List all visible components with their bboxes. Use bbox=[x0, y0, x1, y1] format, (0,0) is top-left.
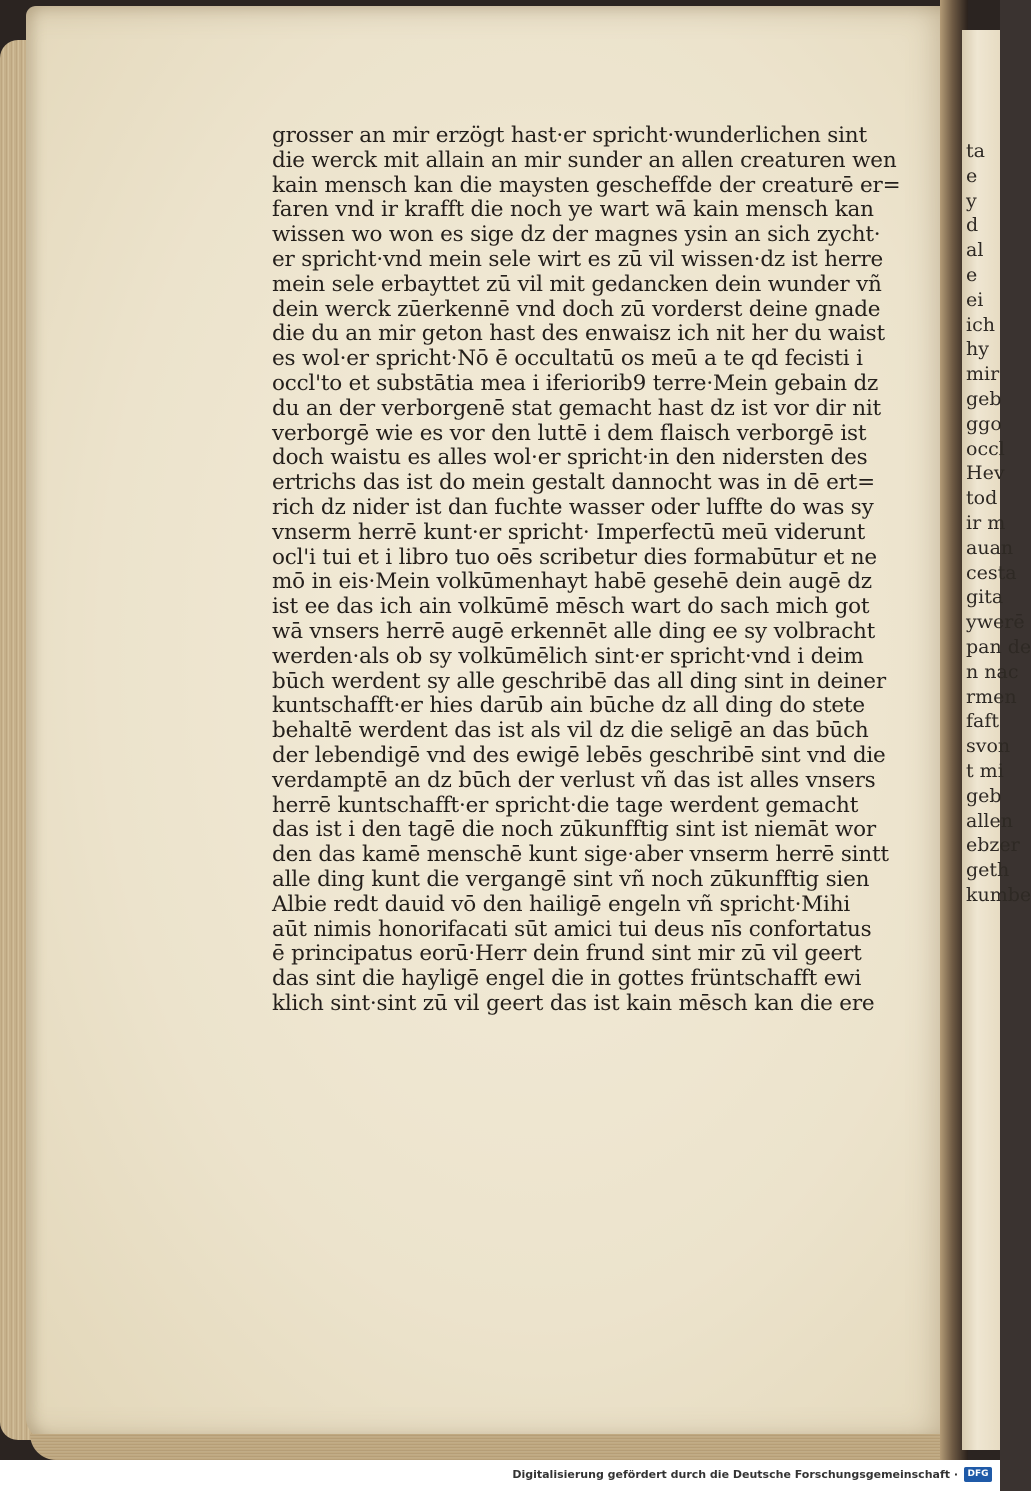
facing-page-fragment: Hev bbox=[966, 462, 1005, 485]
text-line: ist ee das ich ain volkūmē mēsch wart do sach mich got bbox=[272, 594, 870, 620]
facing-page-fragment: geb bbox=[966, 784, 1002, 807]
page-text-block bbox=[272, 123, 901, 1017]
facing-page-fragment: ggo bbox=[966, 412, 1002, 435]
facing-page-fragment: al bbox=[966, 239, 984, 262]
facing-page-fragment: cesta bbox=[966, 561, 1017, 584]
text-line: alle ding kunt die vergangē sint vñ noch zūkunfftig sien bbox=[272, 866, 870, 892]
text-line: kuntschafft·er hies darūb ain būche dz all ding do stete bbox=[272, 693, 865, 719]
text-line: ertrichs das ist do mein gestalt dannocht was in dē ert= bbox=[272, 470, 875, 496]
text-line: behaltē werdent das ist als vil dz die seligē an das būch bbox=[272, 718, 869, 744]
text-line: die werck mit allain an mir sunder an allen creaturen wen bbox=[272, 147, 897, 173]
facing-page-fragment: rmen bbox=[966, 685, 1017, 708]
footer-bar bbox=[0, 1460, 1000, 1491]
facing-page-fragment: tod bbox=[966, 487, 998, 510]
facing-page-fragment: ta bbox=[966, 140, 985, 162]
facing-page-fragment: auan bbox=[966, 536, 1014, 559]
text-line: herrē kuntschafft·er spricht·die tage werdent gemacht bbox=[272, 792, 859, 818]
facing-page-fragment: ir m bbox=[966, 512, 1006, 534]
text-line: wā vnsers herrē augē erkennēt alle ding ee sy volbracht bbox=[272, 618, 876, 644]
facing-page-fragment: e bbox=[966, 164, 978, 187]
text-line: ē principatus eorū·Herr dein frund sint mir zū vil geert bbox=[272, 941, 862, 967]
text-line: verborgē wie es vor den luttē i dem flaisch verborgē ist bbox=[272, 420, 867, 446]
facing-page-fragment: ei bbox=[966, 288, 984, 311]
text-line: mein sele erbayttet zū vil mit gedancken dein wunder vñ bbox=[272, 271, 882, 297]
facing-page-fragment: allen bbox=[966, 809, 1013, 832]
text-line: die du an mir geton hast des enwaisz ich nit her du waist bbox=[272, 321, 885, 347]
facing-page-fragment: ebzer bbox=[966, 834, 1020, 857]
facing-page-fragment: e bbox=[966, 264, 978, 286]
text-line: das ist i den tagē die noch zūkunfftig sint ist niemāt wor bbox=[272, 817, 876, 843]
facing-page-fragment: mir bbox=[966, 363, 1000, 386]
facing-page-fragment: hy bbox=[966, 338, 989, 361]
text-line: den das kamē menschē kunt sige·aber vnserm herrē sintt bbox=[272, 842, 889, 868]
funding-credit: Digitalisierung gefördert durch die Deutsche Forschungsgemeinschaft · bbox=[512, 1468, 958, 1481]
text-line: būch werdent sy alle geschribē das all ding sint in deiner bbox=[272, 668, 886, 694]
facing-page-fragment: ich bbox=[966, 313, 995, 336]
dfg-logo: DFG bbox=[964, 1467, 992, 1482]
text-line: der lebendigē vnd des ewigē lebēs geschribē sint vnd die bbox=[272, 742, 886, 768]
facing-page-fragment: kumbe bbox=[966, 884, 1031, 906]
text-line: occl'to et substātia mea i iferiorib9 terre·Mein gebain dz bbox=[272, 370, 879, 396]
text-line: dein werck zūerkennē vnd doch zū vorderst deine gnade bbox=[272, 296, 881, 322]
text-line: du an der verborgenē stat gemacht hast dz ist vor dir nit bbox=[272, 395, 881, 421]
text-line: aūt nimis honorifacati sūt amici tui deus nīs confortatus bbox=[272, 916, 872, 942]
text-line: rich dz nider ist dan fuchte wasser oder luffte do was sy bbox=[272, 494, 874, 520]
text-line: klich sint·sint zū vil geert das ist kain mēsch kan die ere bbox=[272, 990, 875, 1016]
facing-page-fragment: geb bbox=[966, 388, 1002, 410]
facing-page-fragment: occl bbox=[966, 437, 1005, 460]
text-line: faren vnd ir krafft die noch ye wart wā kain mensch kan bbox=[272, 197, 874, 223]
text-line: kain mensch kan die maysten gescheffde der creaturē er= bbox=[272, 172, 901, 198]
page-stack-bottom-edge bbox=[30, 1434, 960, 1460]
facing-page-fragment: y bbox=[966, 189, 977, 212]
text-line: vnserm herrē kunt·er spricht· Imperfectū meū viderunt bbox=[272, 519, 866, 545]
facing-page-fragment: geth bbox=[966, 859, 1010, 882]
facing-page-fragment: gita bbox=[966, 586, 1004, 609]
text-line: grosser an mir erzögt hast·er spricht·wunderlichen sint bbox=[272, 123, 867, 148]
facing-page-fragment: pan de bbox=[966, 636, 1031, 658]
text-line: verdamptē an dz būch der verlust vñ das ist alles vnsers bbox=[272, 767, 876, 793]
facing-page-fragment: d bbox=[966, 214, 979, 237]
facing-page-fragment: svon bbox=[966, 735, 1011, 758]
text-line: wissen wo won es sige dz der magnes ysin an sich zycht· bbox=[272, 222, 881, 248]
facing-page-fragment: n nac bbox=[966, 660, 1019, 683]
text-line: mō in eis·Mein volkūmenhayt habē gesehē dein augē dz bbox=[272, 569, 872, 595]
text-line: Albie redt dauid vō den hailigē engeln vñ spricht·Mihi bbox=[272, 891, 851, 917]
text-line: er spricht·vnd mein sele wirt es zū vil wissen·dz ist herre bbox=[272, 246, 884, 272]
facing-page-fragment: faft bbox=[966, 710, 1000, 733]
text-line: es wol·er spricht·Nō ē occultatū os meū a te qd fecisti i bbox=[272, 346, 863, 372]
facing-page-fragment: ywerē bbox=[966, 611, 1025, 634]
text-line: doch waistu es alles wol·er spricht·in den nidersten des bbox=[272, 445, 868, 471]
text-line: das sint die hayligē engel die in gottes früntschafft ewi bbox=[272, 966, 862, 992]
facing-page-edge bbox=[962, 30, 1031, 1450]
text-line: werden·als ob sy volkūmēlich sint·er spricht·vnd i deim bbox=[272, 643, 864, 669]
text-line: ocl'i tui et i libro tuo oēs scribetur dies formabūtur et ne bbox=[272, 544, 877, 570]
facing-page-fragment: t mi bbox=[966, 760, 1004, 782]
